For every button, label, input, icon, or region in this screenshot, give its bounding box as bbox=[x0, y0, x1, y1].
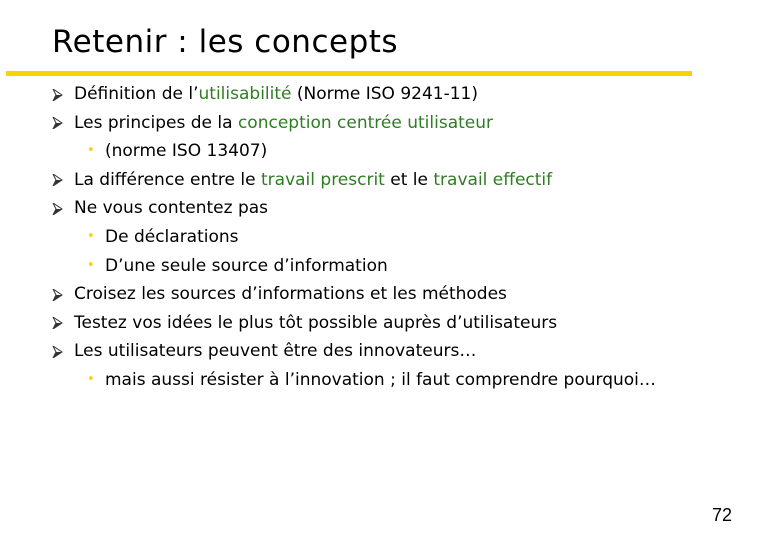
dot-bullet-icon: • bbox=[87, 257, 95, 273]
text-segment: et le bbox=[384, 169, 434, 190]
arrow-bullet-icon bbox=[52, 80, 64, 101]
text-segment: La différence entre le bbox=[74, 169, 261, 190]
arrow-bullet-icon bbox=[52, 194, 64, 215]
slide-title: Retenir : les concepts bbox=[52, 24, 399, 60]
dot-bullet-icon: • bbox=[87, 228, 95, 244]
highlighted-term: travail effectif bbox=[433, 169, 553, 190]
bullet-text bbox=[74, 80, 478, 109]
bullet-text bbox=[105, 252, 388, 281]
bullet-text bbox=[74, 166, 552, 195]
bullet-text bbox=[105, 223, 239, 252]
arrow-bullet-icon bbox=[52, 166, 64, 187]
text-segment: Croisez les sources d’informations et les méthodes bbox=[74, 284, 507, 305]
text-segment: Les principes de la bbox=[74, 112, 238, 133]
highlighted-term: conception centrée utilisateur bbox=[237, 112, 493, 133]
arrow-bullet-icon bbox=[52, 309, 64, 330]
bullet-text bbox=[74, 194, 268, 223]
highlighted-term: travail prescrit bbox=[261, 169, 385, 190]
bullet-text bbox=[105, 366, 656, 395]
arrow-bullet-icon bbox=[52, 109, 64, 130]
bullet-text bbox=[74, 280, 507, 309]
text-segment: De déclarations bbox=[105, 226, 239, 247]
arrow-bullet-icon bbox=[52, 280, 64, 301]
highlighted-term: utilisabilité bbox=[198, 84, 292, 104]
text-segment: mais aussi résister à l’innovation ; il faut comprendre pourquoi… bbox=[105, 369, 656, 390]
bullet-text bbox=[74, 309, 557, 338]
dot-bullet-icon: • bbox=[87, 371, 95, 387]
text-segment: (norme ISO 13407) bbox=[105, 141, 268, 162]
text-segment: Testez vos idées le plus tôt possible auprès d’utilisateurs bbox=[74, 312, 558, 333]
dot-bullet-icon: • bbox=[87, 143, 95, 159]
text-segment: Définition de l’ bbox=[74, 84, 199, 104]
text-segment: Ne vous contentez pas bbox=[74, 198, 269, 219]
arrow-bullet-icon bbox=[52, 337, 64, 358]
text-segment: Les utilisateurs peuvent être des innovateurs… bbox=[74, 341, 477, 362]
bullet-text bbox=[74, 337, 476, 366]
bullet-text bbox=[74, 109, 493, 138]
text-segment: D’une seule source d’information bbox=[105, 255, 388, 276]
bullet-text bbox=[105, 137, 267, 166]
page-number: 72 bbox=[711, 505, 732, 525]
text-segment: (Norme ISO 9241-11) bbox=[291, 84, 479, 104]
title-underline bbox=[6, 71, 692, 76]
